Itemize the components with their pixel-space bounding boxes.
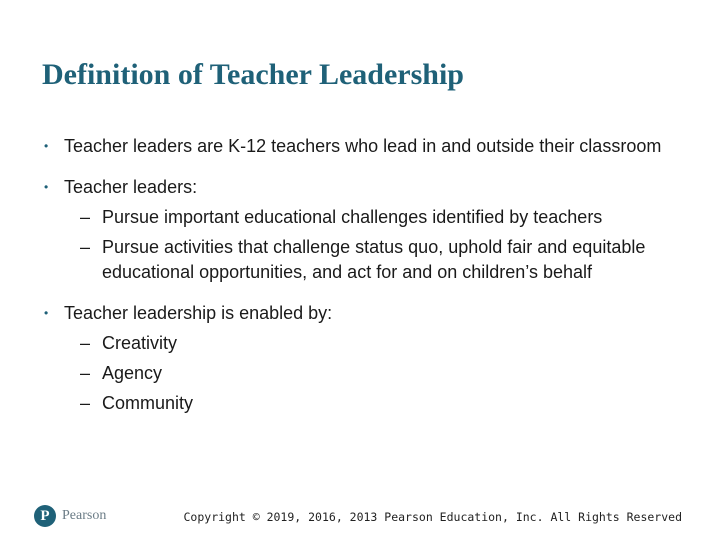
sub-bullet-list <box>64 205 694 285</box>
sub-bullet-item <box>80 391 694 416</box>
sub-bullet-item <box>80 205 694 230</box>
bullet-text: Teacher leaders: <box>64 177 198 197</box>
dash-icon: – <box>80 207 91 227</box>
dash-icon: – <box>80 393 91 413</box>
bullet-item <box>44 175 694 285</box>
slide-title: Definition of Teacher Leadership <box>42 58 464 91</box>
bullet-icon: • <box>44 139 49 153</box>
bullet-text: Teacher leadership is enabled by: <box>64 303 333 323</box>
bullet-item <box>44 134 694 159</box>
pearson-logo-icon: P <box>34 505 56 527</box>
sub-bullet-text: Creativity <box>102 333 178 353</box>
dash-icon: – <box>80 363 91 383</box>
dash-icon: – <box>80 237 91 257</box>
bullet-icon: • <box>44 180 49 194</box>
sub-bullet-text: Pursue activities that challenge status quo, uphold fair and equitable educational opportunities, and act for and on children’s behalf <box>102 237 646 282</box>
sub-bullet-text: Community <box>102 393 194 413</box>
sub-bullet-text: Pursue important educational challenges identified by teachers <box>102 207 603 227</box>
copyright-notice: Copyright © 2019, 2016, 2013 Pearson Education, Inc. All Rights Reserved <box>183 510 682 524</box>
sub-bullet-list <box>64 331 694 416</box>
bullet-icon: • <box>44 306 49 320</box>
sub-bullet-item <box>80 361 694 386</box>
pearson-logo-text: Pearson <box>62 508 107 523</box>
sub-bullet-item <box>80 331 694 356</box>
pearson-logo <box>34 505 106 527</box>
dash-icon: – <box>80 333 91 353</box>
sub-bullet-text: Agency <box>102 363 163 383</box>
sub-bullet-item <box>80 235 694 285</box>
bullet-text: Teacher leaders are K-12 teachers who lead in and outside their classroom <box>64 136 662 156</box>
bullet-list <box>44 134 694 432</box>
bullet-item <box>44 301 694 416</box>
